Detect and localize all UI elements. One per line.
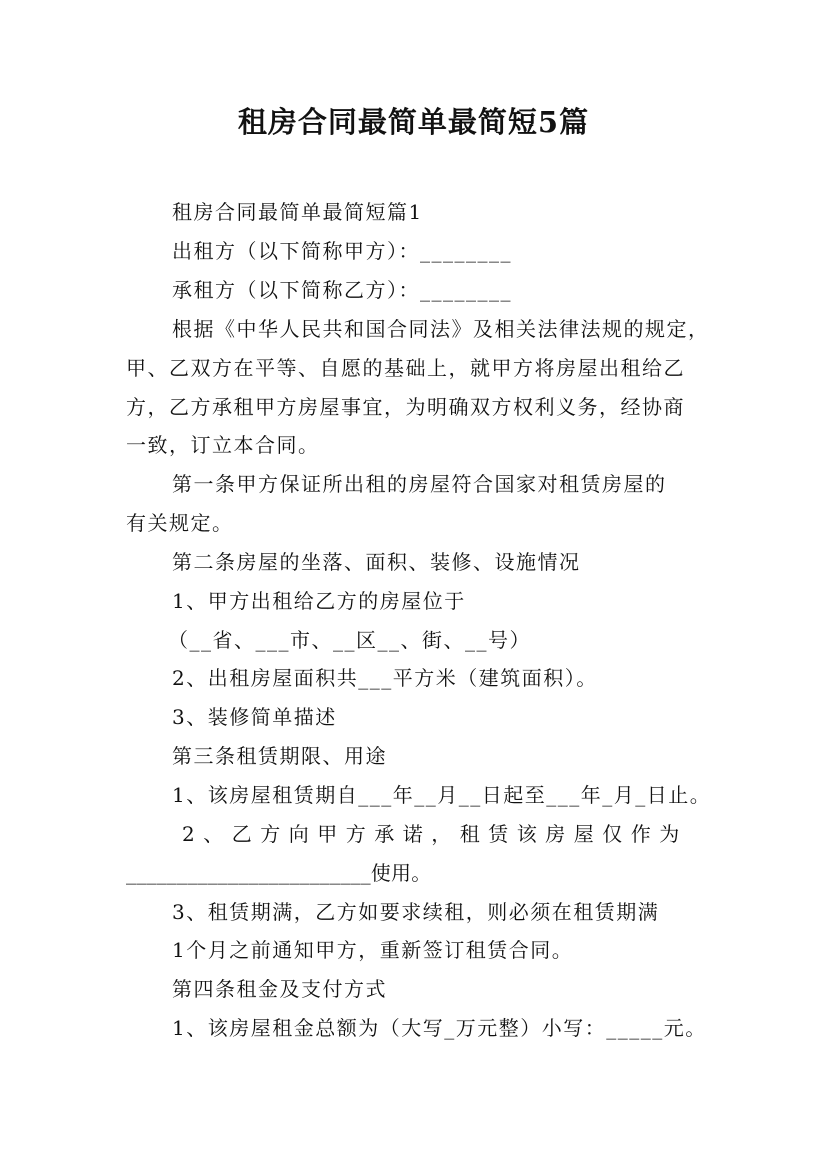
article-1-line: 有关规定。 [126,511,234,535]
clause-line: 3、租赁期满，乙方如要求续租，则必须在租赁期满 [172,900,660,924]
article-3-heading: 第三条租赁期限、用途 [172,744,387,768]
article-4-heading: 第四条租金及支付方式 [172,977,387,1001]
paragraph-line: 方，乙方承租甲方房屋事宜，为明确双方权利义务，经协商 [126,395,685,419]
clause-line: 2、乙方向甲方承诺，租赁该房屋仅作为 [182,822,688,846]
article-2-heading: 第二条房屋的坐落、面积、装修、设施情况 [172,550,581,574]
clause-line: 1个月之前通知甲方，重新签订租赁合同。 [172,938,574,962]
clause-line: 3、装修简单描述 [172,705,337,729]
address-blanks-line: （__省、___市、__区__、街、__号） [168,628,531,652]
document-title: 租房合同最简单最简短5篇 [237,105,590,139]
lessor-line: 出租方（以下简称甲方）：________ [172,239,512,263]
clause-line: 1、该房屋租赁期自___年__月__日起至___年_月_日止。 [172,783,712,807]
article-1-line: 第一条甲方保证所出租的房屋符合国家对租赁房屋的 [172,472,667,496]
paragraph-line: 甲、乙双方在平等、自愿的基础上，就甲方将房屋出租给乙 [126,356,685,380]
clause-line: ________________________使用。 [126,861,432,885]
clause-line: 2、出租房屋面积共___平方米（建筑面积）。 [172,666,598,690]
paragraph-line: 一致，订立本合同。 [126,433,320,457]
clause-line: 1、甲方出租给乙方的房屋位于 [172,589,466,613]
lessee-line: 承租方（以下简称乙方）：________ [172,278,512,302]
clause-line: 1、该房屋租金总额为（大写_万元整）小写：_____元。 [172,1016,707,1040]
section-heading: 租房合同最简单最简短篇1 [172,200,423,224]
paragraph-line: 根据《中华人民共和国合同法》及相关法律法规的规定， [172,317,710,341]
